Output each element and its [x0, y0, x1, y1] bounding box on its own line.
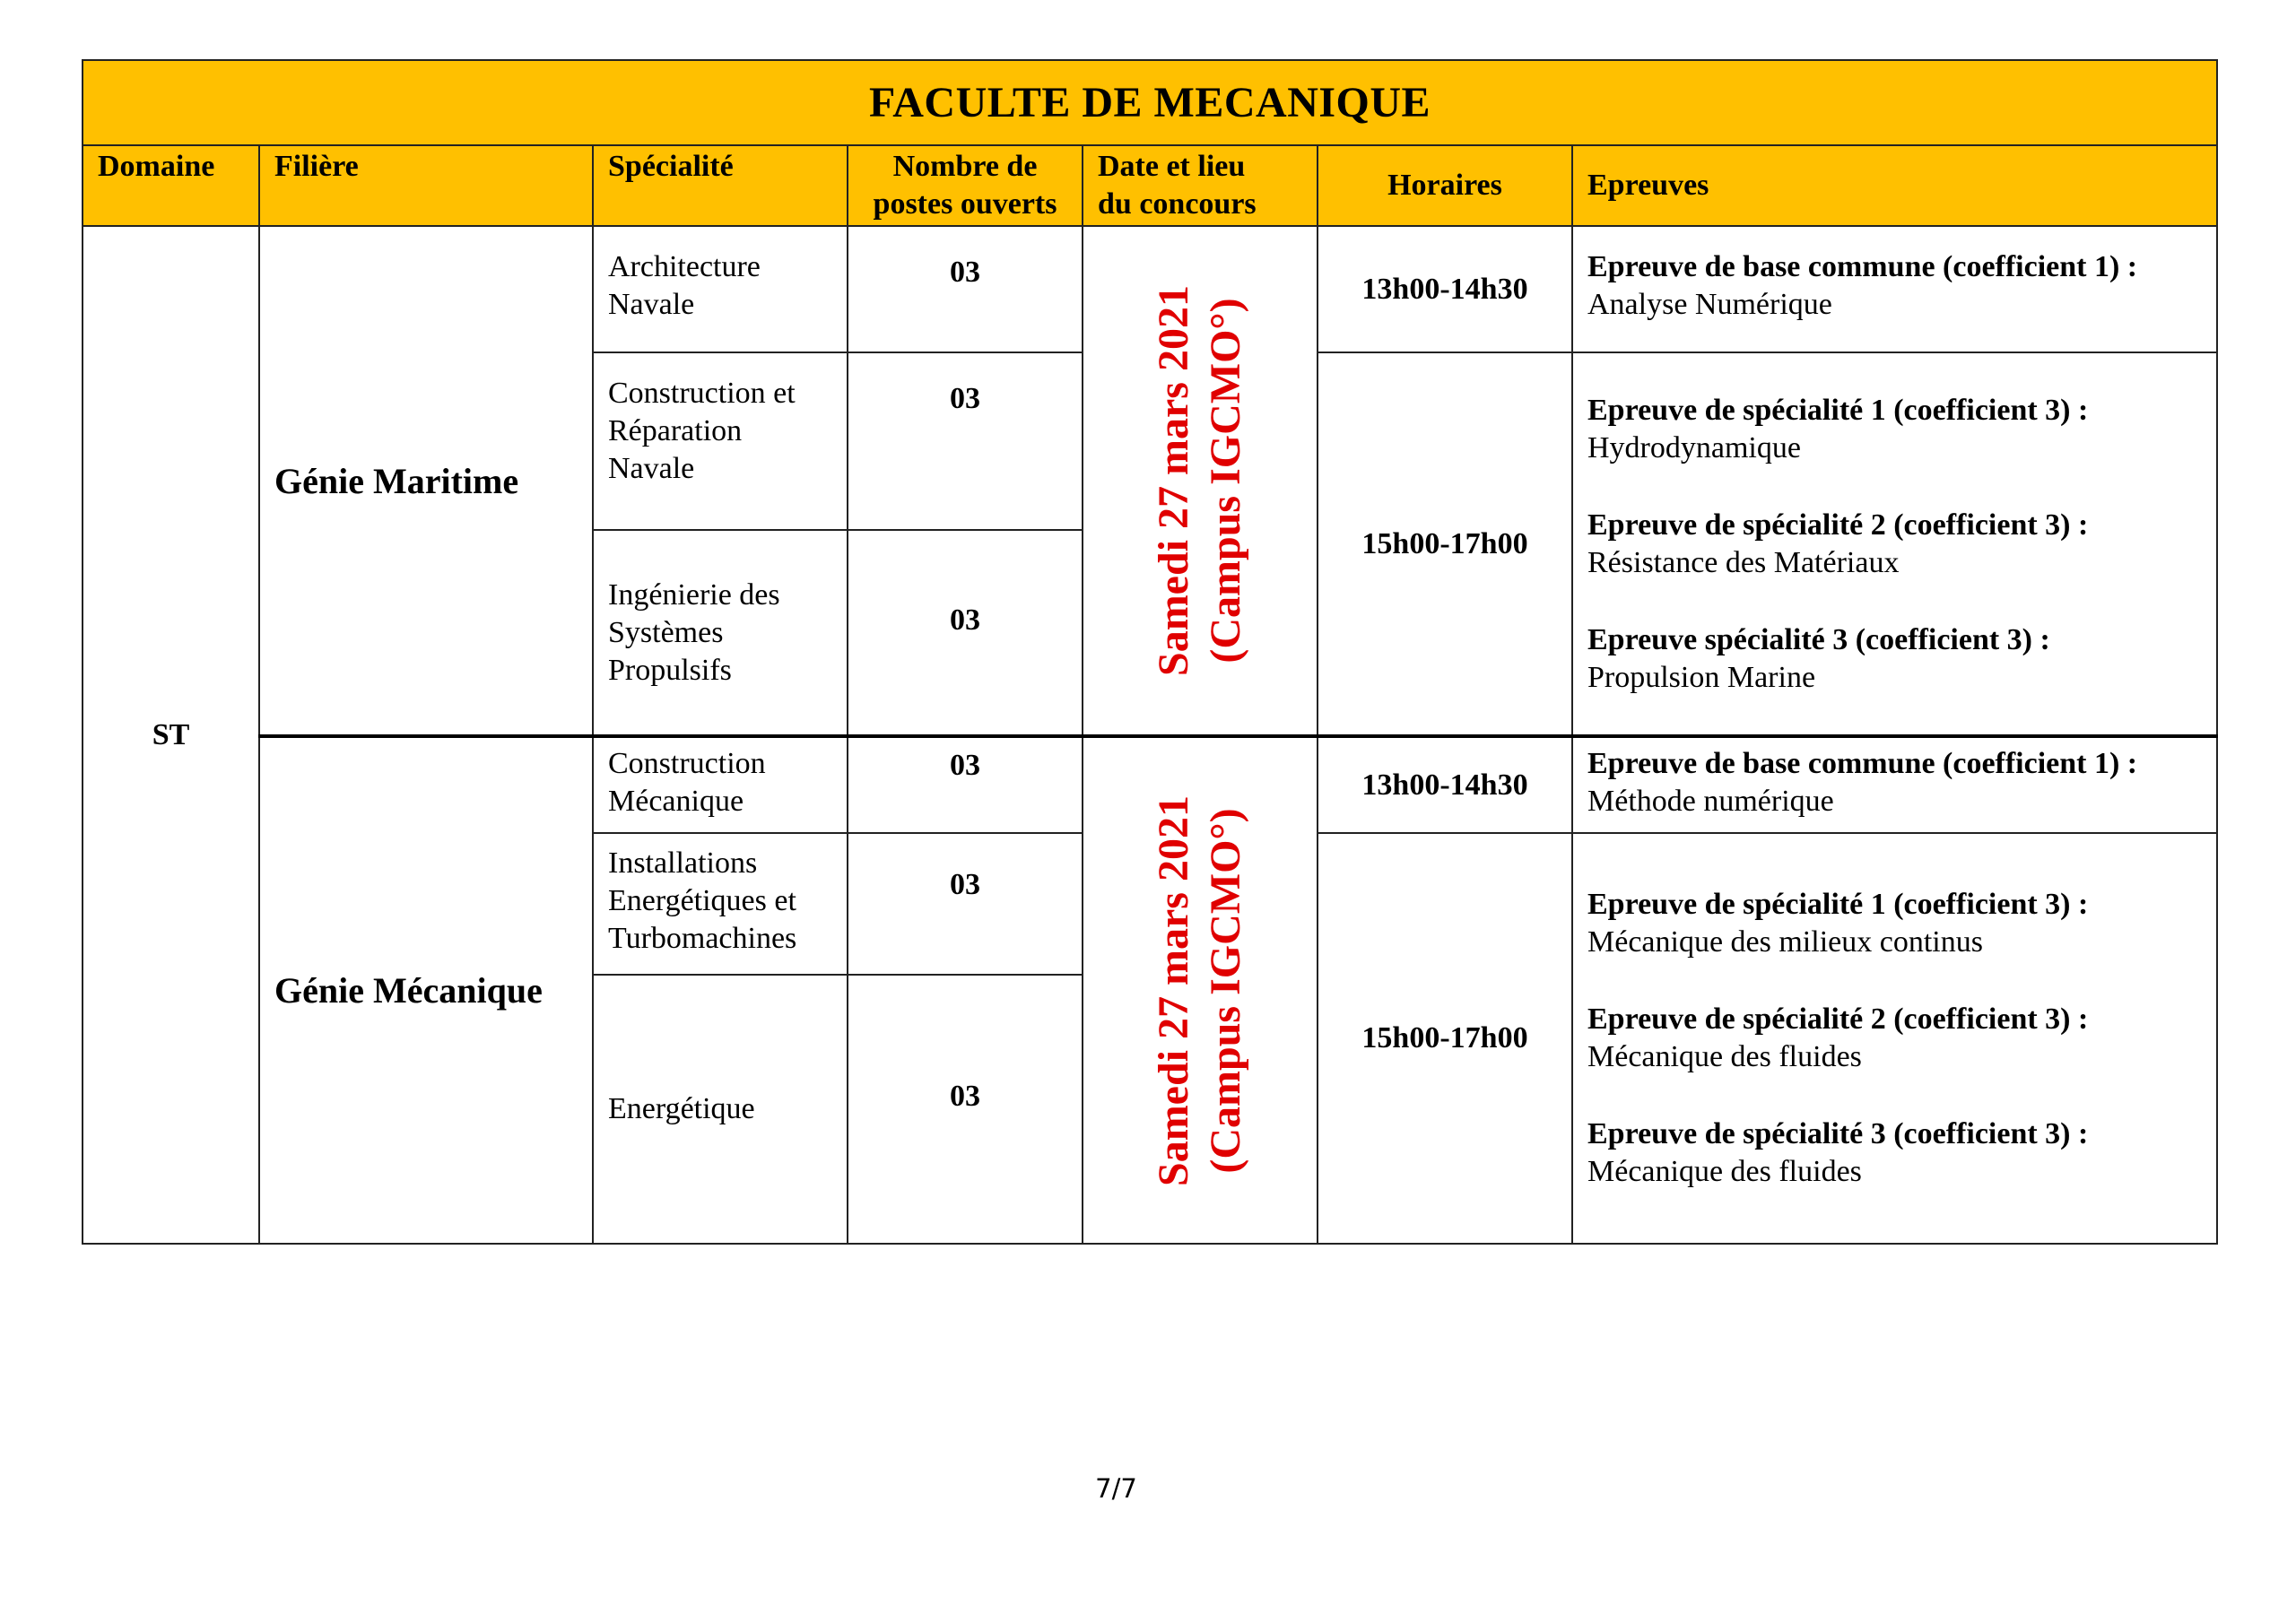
page-number: 7/7 — [1095, 1473, 1137, 1504]
postes-count: 03 — [848, 833, 1083, 975]
header-nombre-postes: Nombre de postes ouverts — [848, 145, 1083, 226]
postes-count: 03 — [848, 975, 1083, 1244]
postes-count: 03 — [848, 530, 1083, 736]
header-specialite: Spécialité — [593, 145, 848, 226]
epreuve-item: Epreuve de spécialité 3 (coefficient 3) : Mécanique des fluides — [1587, 1117, 2089, 1188]
table-title: FACULTE DE MECANIQUE — [83, 60, 2217, 145]
epreuves-cell — [1572, 833, 2217, 1244]
concours-table — [82, 59, 2218, 1245]
epreuve-item: Epreuve de base commune (coefficient 1) : Méthode numérique — [1587, 747, 2138, 818]
horaire-cell: 13h00-14h30 — [1318, 226, 1572, 352]
horaire-cell: 13h00-14h30 — [1318, 736, 1572, 833]
horaire-cell: 15h00-17h00 — [1318, 833, 1572, 1244]
postes-count: 03 — [848, 226, 1083, 352]
epreuve-item: Epreuve spécialité 3 (coefficient 3) : Propulsion Marine — [1587, 622, 2050, 694]
header-filiere: Filière — [259, 145, 593, 226]
filiere-genie-mecanique: Génie Mécanique — [259, 736, 593, 1244]
specialite-cell: Architecture Navale — [593, 226, 848, 352]
epreuves-cell — [1572, 226, 2217, 352]
epreuve-item: Epreuve de base commune (coefficient 1) : Analyse Numérique — [1587, 250, 2138, 321]
specialite-cell: Energétique — [593, 975, 848, 1244]
epreuves-cell — [1572, 736, 2217, 833]
date-lieu-cell — [1083, 226, 1318, 736]
date-lieu-vertical-text: Samedi 27 mars 2021 (Campus IGCMO°) — [1150, 285, 1249, 676]
date-lieu-vertical-text: Samedi 27 mars 2021 (Campus IGCMO°) — [1150, 794, 1249, 1186]
horaire-cell: 15h00-17h00 — [1318, 352, 1572, 736]
postes-count: 03 — [848, 352, 1083, 530]
epreuve-item: Epreuve de spécialité 1 (coefficient 3) : Hydrodynamique — [1587, 393, 2089, 464]
epreuves-cell — [1572, 352, 2217, 736]
date-lieu-cell — [1083, 736, 1318, 1244]
header-date-lieu: Date et lieu du concours — [1083, 145, 1318, 226]
epreuve-item: Epreuve de spécialité 2 (coefficient 3) : Résistance des Matériaux — [1587, 508, 2089, 579]
header-epreuves: Epreuves — [1572, 145, 2217, 226]
epreuve-item: Epreuve de spécialité 1 (coefficient 3) : Mécanique des milieux continus — [1587, 888, 2089, 959]
specialite-cell: Construction et Réparation Navale — [593, 352, 848, 530]
postes-count: 03 — [848, 736, 1083, 833]
filiere-genie-maritime: Génie Maritime — [259, 226, 593, 736]
specialite-cell: Ingénierie des Systèmes Propulsifs — [593, 530, 848, 736]
header-horaires: Horaires — [1318, 145, 1572, 226]
specialite-cell: Construction Mécanique — [593, 736, 848, 833]
header-domaine: Domaine — [83, 145, 259, 226]
domaine-cell: ST — [83, 226, 259, 1244]
epreuve-item: Epreuve de spécialité 2 (coefficient 3) : Mécanique des fluides — [1587, 1002, 2089, 1073]
specialite-cell: Installations Energétiques et Turbomachines — [593, 833, 848, 975]
